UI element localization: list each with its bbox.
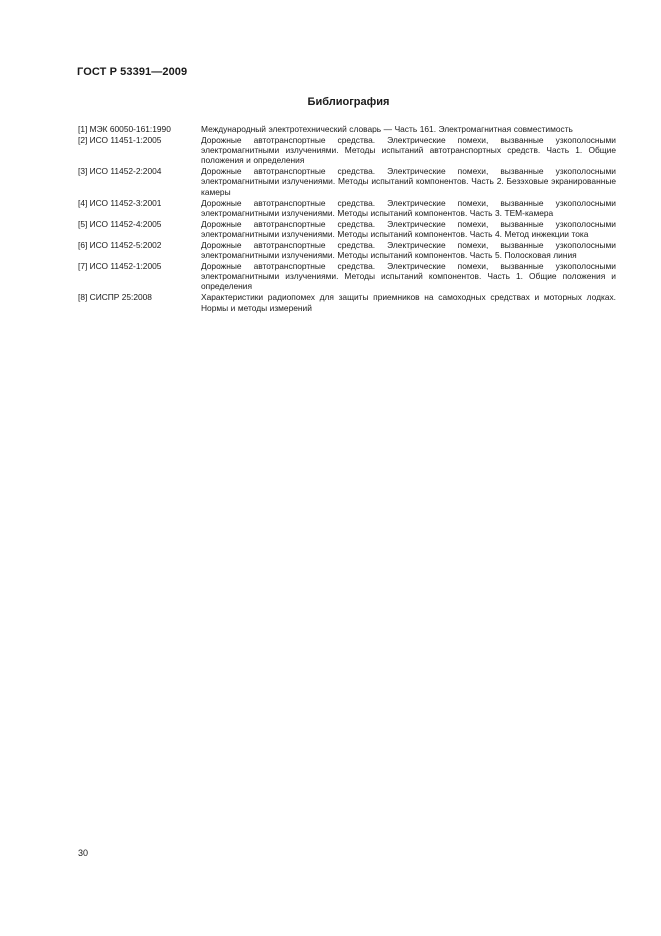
bibliography-entry bbox=[78, 135, 616, 166]
bibliography-entry bbox=[78, 261, 616, 292]
entry-reference bbox=[78, 166, 201, 176]
document-header: ГОСТ Р 53391—2009 bbox=[77, 66, 188, 78]
entry-number: [8] bbox=[78, 292, 88, 303]
bibliography-entry bbox=[78, 219, 616, 240]
entry-reference bbox=[78, 219, 201, 229]
entry-number: [1] bbox=[78, 124, 88, 134]
entry-reference bbox=[78, 261, 201, 271]
entry-description: Дорожные автотранспортные средства. Электрические помехи, вызванные узкополосными электромагнитными излучениями. Методы испытаний компонентов. Часть 2. Безэховые экранированные камеры bbox=[201, 166, 616, 197]
entry-number: [7] bbox=[78, 260, 88, 271]
bibliography-list bbox=[78, 124, 616, 313]
entry-reference bbox=[78, 135, 201, 145]
entry-standard: СИСПР 25:2008 bbox=[89, 292, 152, 303]
entry-description: Характеристики радиопомех для защиты приемников на самоходных средствах и моторных лодках. Нормы и методы измерений bbox=[201, 292, 616, 313]
entry-description: Дорожные автотранспортные средства. Электрические помехи, вызванные узкополосными электромагнитными излучениями. Методы испытаний автотранспортных средств. Часть 1. Общие положения и определения bbox=[201, 134, 616, 166]
entry-number: [6] bbox=[78, 239, 88, 250]
entry-standard: ИСО 11451-1:2005 bbox=[89, 134, 162, 145]
entry-reference bbox=[78, 240, 201, 250]
entry-number: [3] bbox=[78, 166, 88, 177]
entry-description: Дорожные автотранспортные средства. Электрические помехи, вызванные узкополосными электромагнитными излучениями. Методы испытаний компонентов. Часть 5. Полосковая линия bbox=[201, 239, 616, 261]
entry-standard: МЭК 60050-161:1990 bbox=[89, 124, 171, 134]
bibliography-entry bbox=[78, 240, 616, 261]
bibliography-entry bbox=[78, 198, 616, 219]
entry-standard: ИСО 11452-1:2005 bbox=[89, 260, 162, 271]
entry-standard: ИСО 11452-2:2004 bbox=[89, 166, 162, 177]
bibliography-entry bbox=[78, 166, 616, 197]
entry-standard: ИСО 11452-4:2005 bbox=[89, 218, 162, 229]
entry-number: [2] bbox=[78, 134, 88, 145]
entry-standard: ИСО 11452-5:2002 bbox=[89, 239, 162, 250]
entry-number: [4] bbox=[78, 197, 88, 208]
entry-number: [5] bbox=[78, 218, 88, 229]
page-number: 30 bbox=[78, 848, 89, 858]
entry-description: Дорожные автотранспортные средства. Электрические помехи, вызванные узкополосными электромагнитными излучениями. Методы испытаний компонентов. Часть 3. ТЕМ-камера bbox=[201, 197, 616, 218]
entry-standard: ИСО 11452-3:2001 bbox=[89, 197, 162, 208]
entry-reference bbox=[78, 124, 201, 134]
entry-reference bbox=[78, 198, 201, 208]
entry-description: Международный электротехнический словарь — Часть 161. Электромагнитная совместимость bbox=[201, 124, 573, 134]
entry-description: Дорожные автотранспортные средства. Электрические помехи, вызванные узкополосными электромагнитными излучениями. Методы испытаний компонентов. Часть 1. Общие положения и определения bbox=[201, 260, 616, 292]
entry-reference bbox=[78, 292, 201, 302]
section-title: Библиография bbox=[307, 96, 390, 108]
bibliography-entry bbox=[78, 292, 616, 313]
entry-description: Дорожные автотранспортные средства. Электрические помехи, вызванные узкополосными электромагнитными излучениями. Методы испытаний компонентов. Часть 4. Метод инжекции тока bbox=[201, 218, 616, 239]
bibliography-entry bbox=[78, 124, 616, 134]
